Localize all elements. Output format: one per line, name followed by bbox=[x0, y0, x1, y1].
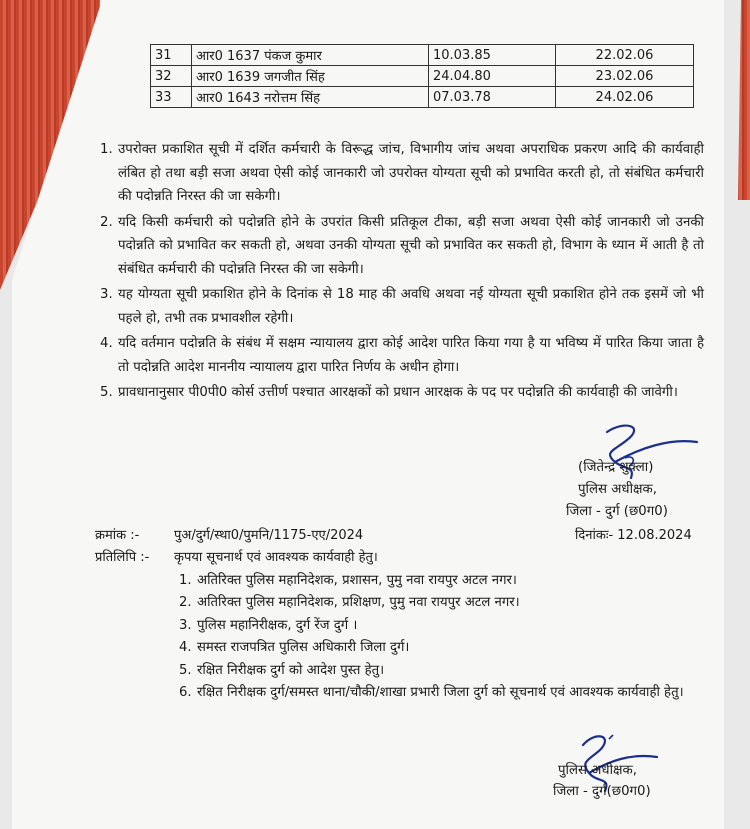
reference-number: पुअ/दुर्ग/स्था0/पुमनि/1175-एए/2024 bbox=[174, 528, 364, 543]
item-text: यदि किसी कर्मचारी को पदोन्नति होने के उपरांत किसी प्रतिकूल टीका, बड़ी सजा अथवा ऐसी कोई जानकारी जो उनकी पदोन्नति को प्रभावित कर सकती हो, अथवा उनकी योग्यता सूची को प्रभावित कर सकती हो, विभाग के ध्यान में आती है तो संबंधित कर्मचारी की पदोन्नति निरस्त की जा सकेगी। bbox=[118, 214, 704, 277]
copy-label: प्रतिलिपि :- bbox=[95, 550, 150, 565]
item-text: रक्षित निरीक्षक दुर्ग/समस्त थाना/चौकी/शाखा प्रभारी जिला दुर्ग को सूचनार्थ एवं आवश्यक कार्यवाही हेतु। bbox=[197, 684, 684, 700]
list-item bbox=[175, 660, 695, 682]
employee-name: आर0 1643 नरोत्तम सिंह bbox=[192, 87, 429, 108]
item-number: 5. bbox=[179, 662, 192, 678]
item-text: अतिरिक्त पुलिस महानिदेशक, प्रशिक्षण, पुमु नवा रायपुर अटल नगर। bbox=[197, 595, 520, 611]
birth-date: 10.03.85 bbox=[429, 45, 556, 66]
item-number: 4. bbox=[179, 640, 192, 656]
item-number: 2. bbox=[100, 214, 113, 230]
list-item bbox=[96, 211, 704, 282]
item-text: अतिरिक्त पुलिस महानिदेशक, प्रशासन, पुमु नवा रायपुर अटल नगर। bbox=[197, 573, 517, 588]
birth-date: 24.04.80 bbox=[429, 66, 556, 87]
copy-intro: कृपया सूचनार्थ एवं आवश्यक कार्यवाही हेतु। bbox=[174, 550, 378, 565]
signatory-block-2 bbox=[553, 760, 651, 802]
reference-label: क्रमांक :- bbox=[95, 528, 140, 543]
item-number: 3. bbox=[179, 617, 192, 633]
list-item bbox=[96, 381, 704, 405]
item-text: समस्त राजपत्रित पुलिस अधिकारी जिला दुर्ग। bbox=[197, 640, 410, 656]
list-item bbox=[96, 283, 704, 330]
signatory-place: जिला - दुर्ग (छ0ग0) bbox=[566, 504, 668, 519]
serial-number: 33 bbox=[151, 87, 192, 108]
signatory-place: जिला - दुर्ग(छ0ग0) bbox=[553, 784, 651, 799]
item-number: 2. bbox=[179, 595, 192, 611]
signatory-title: पुलिस अधीक्षक, bbox=[578, 482, 657, 497]
signatory-block-1 bbox=[566, 457, 668, 523]
item-text: यदि वर्तमान पदोन्नति के संबंध में सक्षम न्यायालय द्वारा कोई आदेश पारित किया गया है या भविष्य में पारित किया जाता है तो पदोन्नति आदेश माननीय न्यायालय द्वारा पारित निर्णय के अधीन होगा। bbox=[118, 336, 704, 375]
serial-number: 31 bbox=[151, 45, 192, 66]
list-item bbox=[175, 570, 695, 592]
item-text: यह योग्यता सूची प्रकाशित होने के दिनांक से 18 माह की अवधि अथवा नई योग्यता सूची प्रकाशित होने तक इसमें जो भी पहले हो, तभी तक प्रभावशील रहेगी। bbox=[118, 287, 704, 326]
item-number: 4. bbox=[100, 336, 113, 351]
list-item bbox=[175, 637, 695, 659]
item-number: 5. bbox=[100, 385, 113, 400]
item-text: पुलिस महानिरीक्षक, दुर्ग रेंज दुर्ग । bbox=[197, 617, 358, 633]
promotion-list-table bbox=[150, 44, 694, 108]
item-number: 3. bbox=[100, 287, 113, 302]
table-row bbox=[151, 87, 694, 108]
appointment-date: 23.02.06 bbox=[556, 66, 694, 87]
table-row bbox=[151, 66, 694, 87]
employee-name: आर0 1639 जगजीत सिंह bbox=[192, 66, 429, 87]
item-text: रक्षित निरीक्षक दुर्ग को आदेश पुस्त हेतु। bbox=[197, 662, 385, 678]
signatory-title: पुलिस अधीक्षक, bbox=[558, 763, 637, 778]
appointment-date: 22.02.06 bbox=[556, 45, 694, 66]
birth-date: 07.03.78 bbox=[429, 87, 556, 108]
item-number: 1. bbox=[179, 573, 192, 588]
conditions-list bbox=[96, 138, 704, 407]
list-item bbox=[175, 592, 695, 614]
appointment-date: 24.02.06 bbox=[556, 87, 694, 108]
item-text: उपरोक्त प्रकाशित सूची में दर्शित कर्मचारी के विरूद्ध जांच, विभागीय जांच अथवा अपराधिक प्रकरण आदि की कार्यवाही लंबित हो तथा बड़ी सजा अथवा ऐसी कोई जानकारी जो उपरोक्त योग्यता सूची को प्रभावित करती हो, तो संबंधित कर्मचारी की पदोन्नति निरस्त की जा सकेगी। bbox=[118, 142, 704, 204]
item-number: 6. bbox=[179, 684, 192, 700]
list-item bbox=[175, 682, 695, 704]
reference-date: दिनांकः- 12.08.2024 bbox=[575, 528, 692, 543]
table-row bbox=[151, 45, 694, 66]
list-item bbox=[96, 332, 704, 379]
serial-number: 32 bbox=[151, 66, 192, 87]
signatory-name: (जितेन्द्र शुक्ला) bbox=[578, 460, 654, 475]
list-item bbox=[175, 615, 695, 637]
list-item bbox=[96, 138, 704, 209]
item-text: प्रावधानानुसार पी0पी0 कोर्स उत्तीर्ण पश्चात आरक्षकों को प्रधान आरक्षक के पद पर पदोन्नति की कार्यवाही की जावेगी। bbox=[118, 385, 678, 400]
employee-name: आर0 1637 पंकज कुमार bbox=[192, 45, 429, 66]
copy-recipients-list bbox=[175, 570, 695, 704]
item-number: 1. bbox=[100, 142, 113, 157]
